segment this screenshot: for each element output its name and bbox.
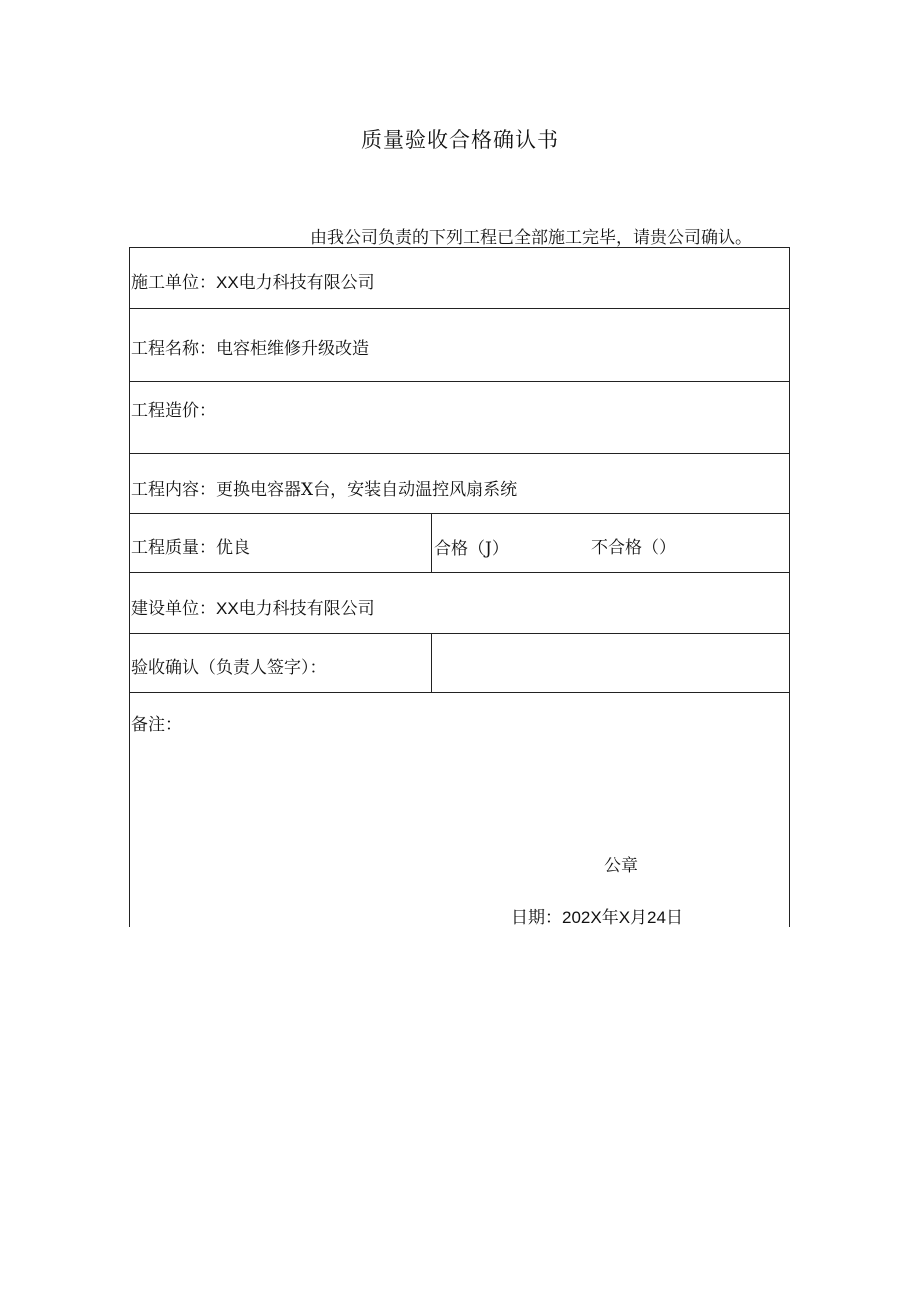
row-project-content bbox=[130, 454, 789, 514]
row-project-name bbox=[130, 309, 789, 382]
acceptance-label: 验收确认（负责人签字）： bbox=[131, 658, 327, 678]
acceptance-form bbox=[129, 247, 790, 927]
project-name-label: 工程名称： bbox=[131, 339, 216, 359]
row-project-cost bbox=[130, 382, 789, 454]
row-builder-unit bbox=[130, 573, 789, 634]
project-cost-label: 工程造价： bbox=[131, 401, 216, 421]
date-text: 日期：202X年X月24日 bbox=[511, 908, 683, 927]
row-project-quality bbox=[130, 514, 789, 573]
builder-unit-label: 建设单位： bbox=[131, 599, 216, 619]
construction-unit-value: XX电力科技有限公司 bbox=[216, 273, 375, 292]
row-acceptance-signature bbox=[130, 634, 789, 693]
builder-unit-value: XX电力科技有限公司 bbox=[216, 599, 375, 618]
project-content-value: 更换电容器X台，安装自动温控风扇系统 bbox=[216, 480, 518, 500]
quality-label: 工程质量： bbox=[131, 538, 216, 558]
quality-divider bbox=[431, 514, 432, 572]
construction-unit-label: 施工单位： bbox=[131, 273, 216, 293]
project-name-value: 电容柜维修升级改造 bbox=[216, 339, 369, 359]
remarks-label: 备注： bbox=[131, 715, 182, 735]
row-construction-unit bbox=[130, 248, 789, 309]
quality-fail-option[interactable]: 不合格（） bbox=[591, 538, 676, 558]
project-content-label: 工程内容： bbox=[131, 480, 216, 500]
seal-label: 公章 bbox=[604, 856, 638, 876]
signature-divider bbox=[431, 634, 432, 692]
quality-value: 优良 bbox=[216, 538, 250, 558]
row-remarks bbox=[130, 693, 789, 928]
document-title: 质量验收合格确认书 bbox=[361, 128, 559, 152]
intro-text: 由我公司负责的下列工程已全部施工完毕，请贵公司确认。 bbox=[310, 228, 752, 248]
quality-pass-option[interactable]: 合格（J） bbox=[434, 539, 509, 559]
